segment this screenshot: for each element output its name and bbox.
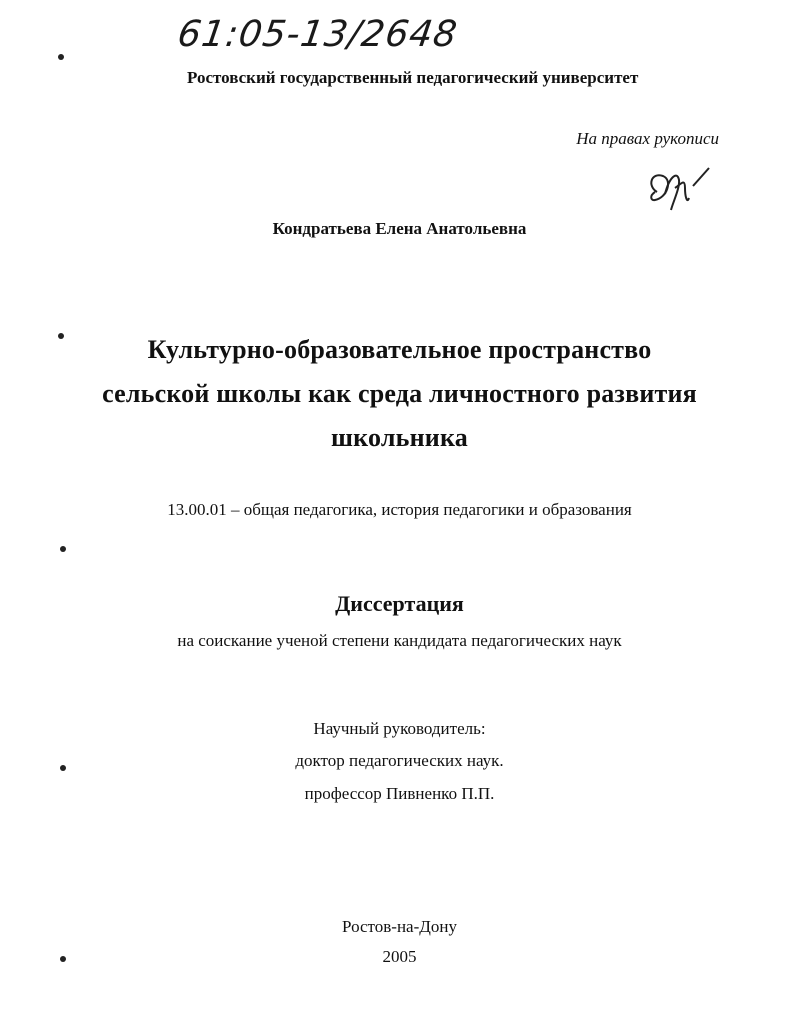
supervisor-degree: доктор педагогических наук. (295, 751, 504, 770)
scan-margin-dot (60, 546, 66, 552)
scan-margin-dot (58, 54, 64, 60)
supervisor-label: Научный руководитель: (313, 719, 486, 738)
city: Ростов-на-Дону (342, 917, 457, 936)
manuscript-note: На правах рукописи (576, 129, 719, 148)
specialty-code: 13.00.01 – общая педагогика, история педагогики и образования (167, 500, 632, 519)
year: 2005 (382, 947, 417, 966)
title-line-3: школьника (331, 423, 468, 452)
title-line-1: Культурно-образовательное пространство (147, 335, 652, 364)
author-name: Кондратьева Елена Анатольевна (272, 219, 527, 238)
title-line-2: сельской школы как среда личностного развития (102, 379, 697, 408)
archive-code: 61:05-13/2648 (175, 14, 461, 55)
signature-icon (643, 158, 713, 218)
university-name: Ростовский государственный педагогический университет (187, 68, 639, 87)
degree-description: на соискание ученой степени кандидата педагогических наук (177, 631, 622, 650)
supervisor-name: профессор Пивненко П.П. (304, 784, 495, 803)
document-type: Диссертация (335, 591, 464, 616)
